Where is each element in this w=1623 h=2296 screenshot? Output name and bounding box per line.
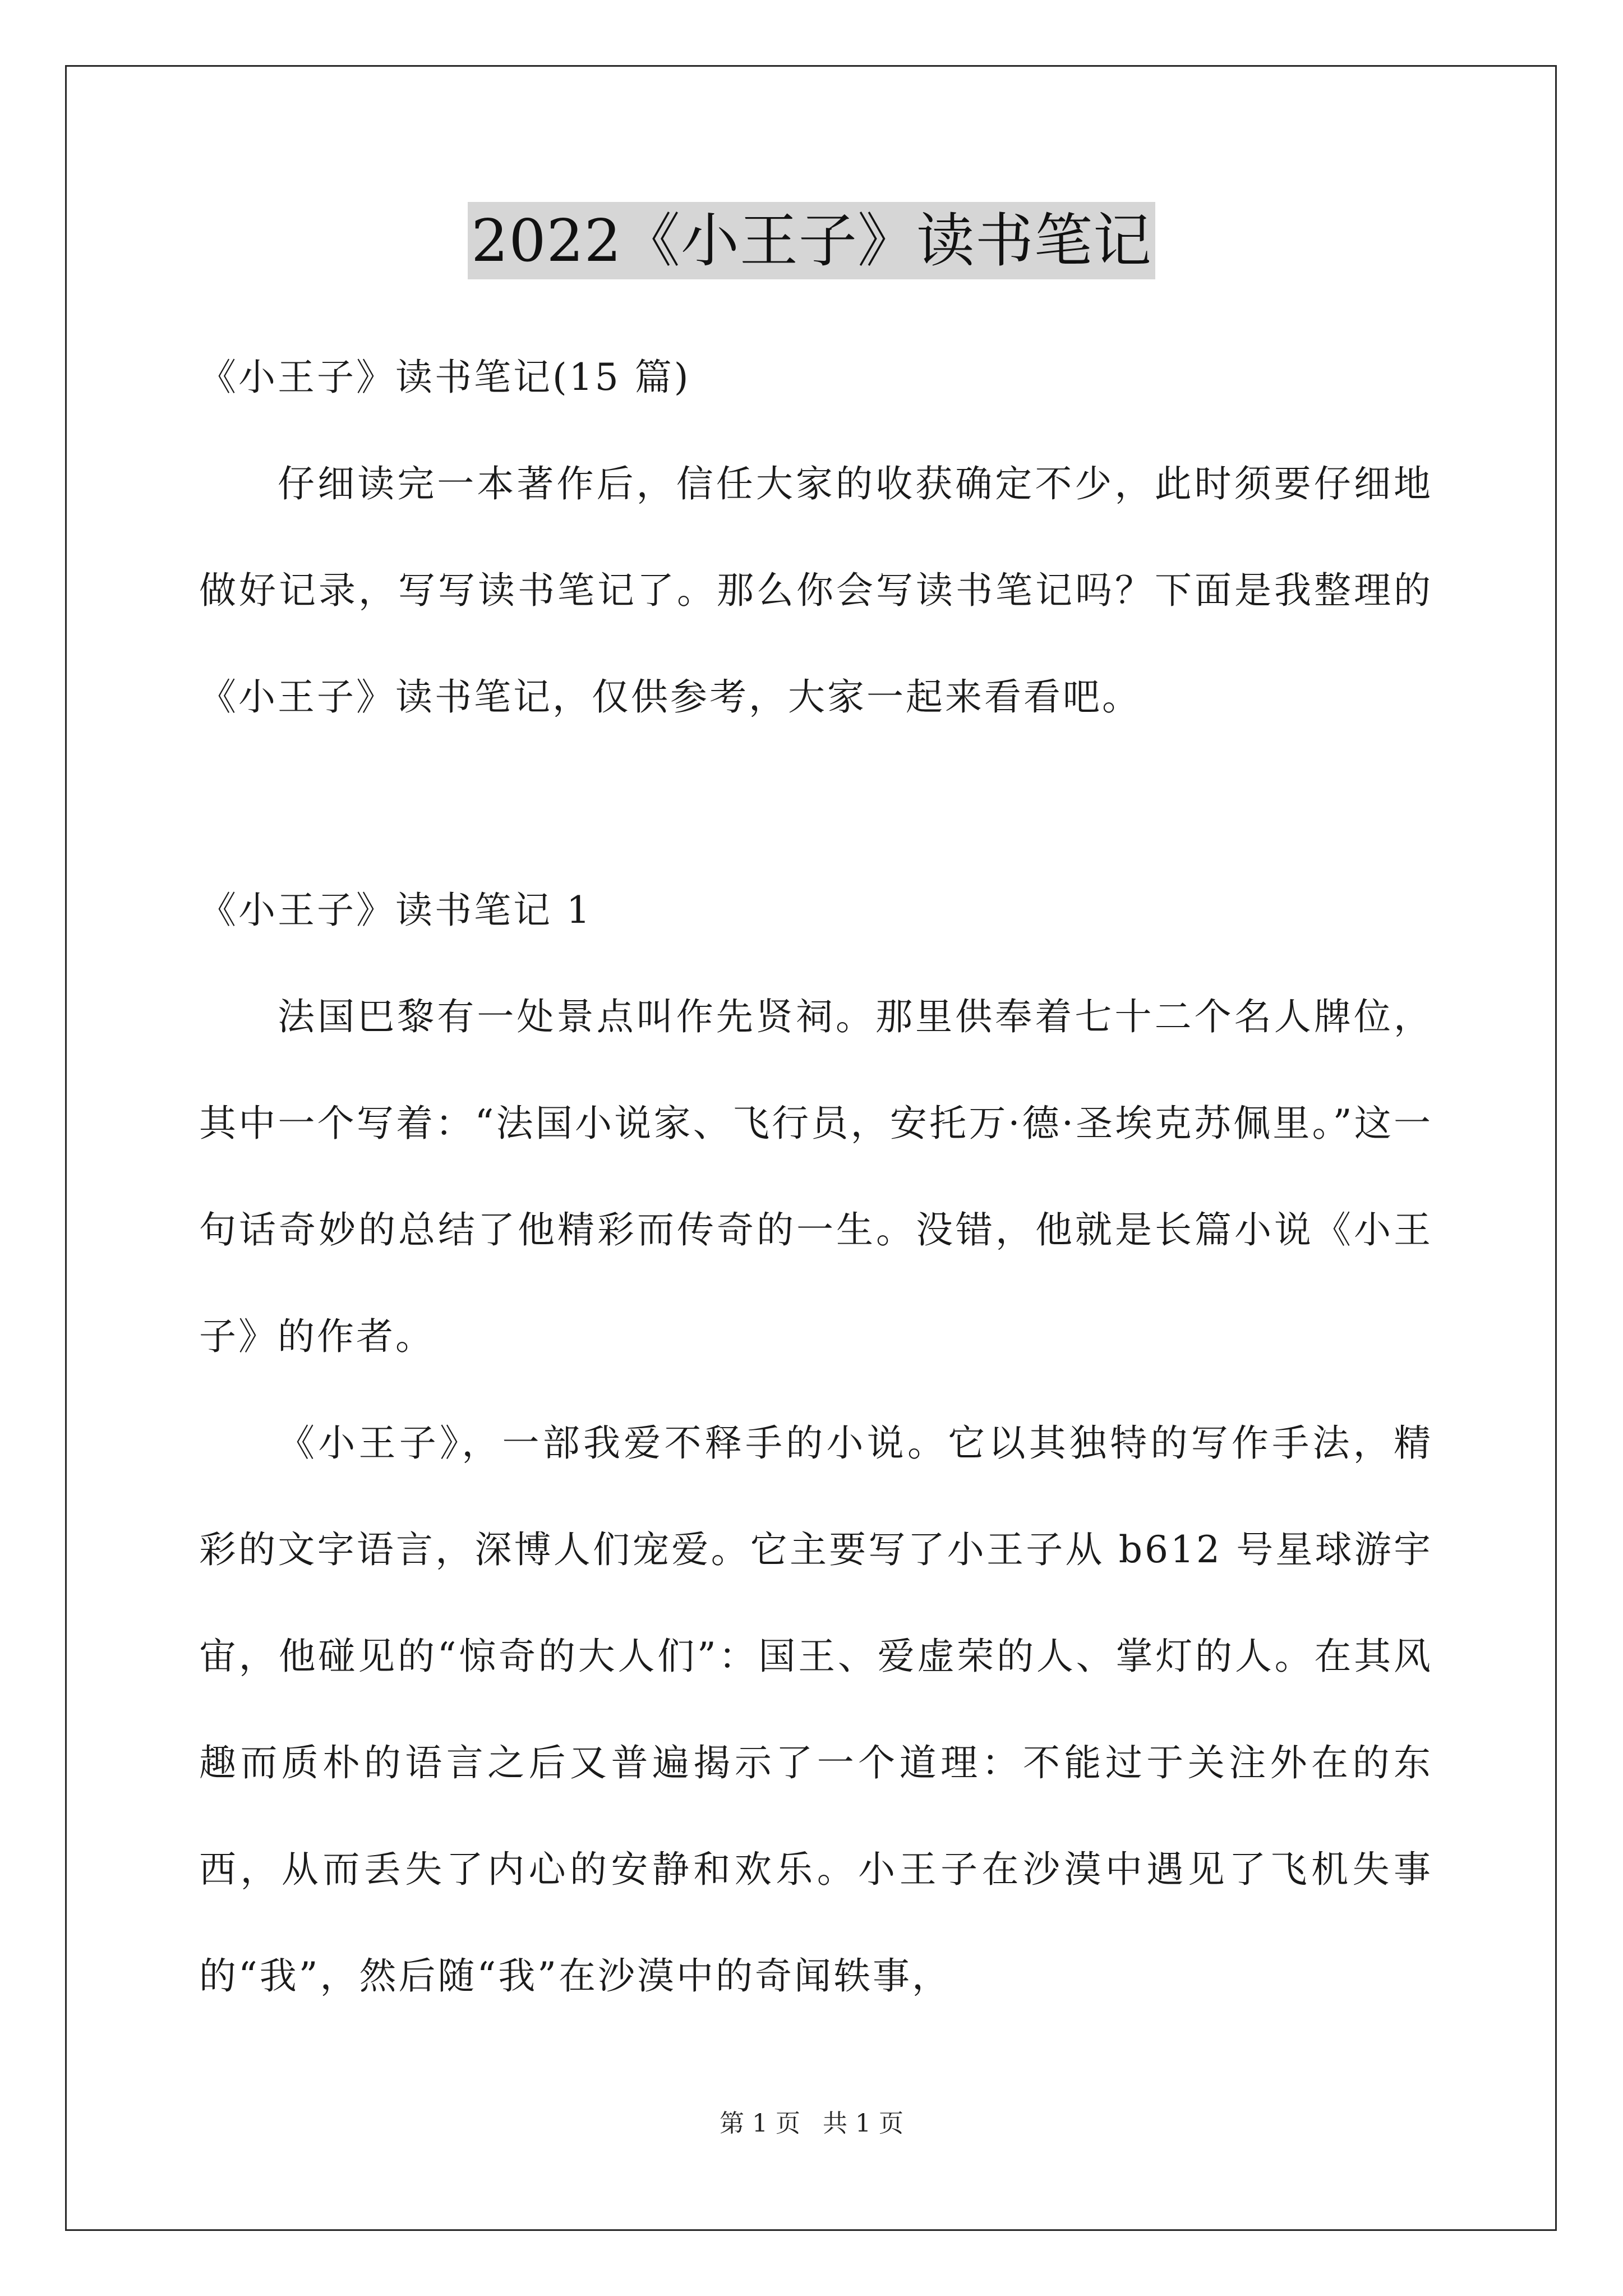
section-heading: 《小王子》读书笔记 1	[199, 889, 592, 932]
body-paragraph-2: 《小王子》，一部我爱不释手的小说。它以其独特的写作手法，精彩的文字语言，深博人们宠爱。它主要写了小王子从 b612 号星球游宇宙，他碰见的“惊奇的大人们”：国王、爱虚荣的人、掌灯的人。在其风趣而质朴的语言之后又普遍揭示了一个道理：不能过于关注外在的东西，从而丢失了内心的安静和欢乐。小王子在沙漠中遇见了飞机失事的“我”，然后随“我”在沙漠中的奇闻轶事，	[199, 1421, 1433, 1998]
page-footer	[0, 2107, 1623, 2141]
page-number: 第 1 页	[720, 2109, 800, 2138]
document-subtitle: 《小王子》读书笔记(15 篇)	[199, 356, 691, 399]
title-container	[0, 202, 1623, 279]
document-title: 2022《小王子》读书笔记	[468, 202, 1155, 279]
body-paragraph-1: 法国巴黎有一处景点叫作先贤祠。那里供奉着七十二个名人牌位，其中一个写着：“法国小说家、飞行员，安托万·德·圣埃克苏佩里。”这一句话奇妙的总结了他精彩而传奇的一生。没错，他就是长篇小说《小王子》的作者。	[199, 995, 1433, 1358]
document-body	[199, 324, 1433, 2030]
page-total: 共 1 页	[823, 2109, 903, 2138]
intro-paragraph: 仔细读完一本著作后，信任大家的收获确定不少，此时须要仔细地做好记录，写写读书笔记了。那么你会写读书笔记吗？下面是我整理的《小王子》读书笔记，仅供参考，大家一起来看看吧。	[199, 462, 1433, 719]
